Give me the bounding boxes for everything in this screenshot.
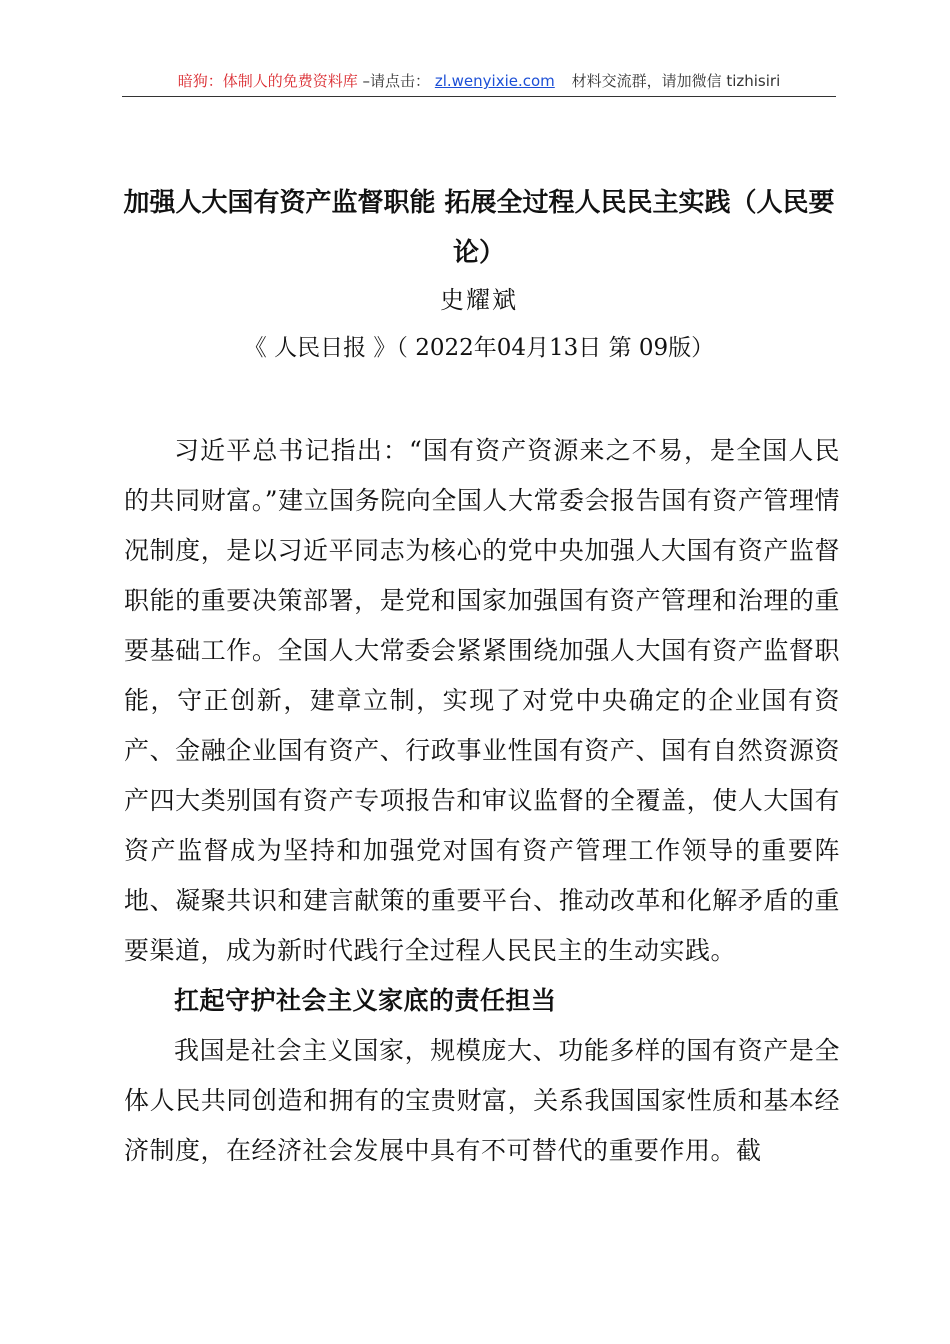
paragraph-1: 习近平总书记指出：“国有资产资源来之不易，是全国人民的共同财富。”建立国务院向全国人大常委会报告国有资产管理情况制度，是以习近平同志为核心的党中央加强人大国有资产监督职能的重要决策部署，是党和国家加强国有资产管理和治理的重要基础工作。全国人大常委会紧紧围绕加强人大国有资产监督职能，守正创新，建章立制，实现了对党中央确定的企业国有资产、金融企业国有资产、行政事业性国有资产、国有自然资源资产四大类别国有资产专项报告和审议监督的全覆盖，使人大国有资产监督成为坚持和加强党对国有资产管理工作领导的重要阵地、凝聚共识和建言献策的重要平台、推动改革和化解矛盾的重要渠道，成为新时代践行全过程人民民主的生动实践。 <box>124 436 840 965</box>
header-brand: 暗狗：体制人的免费资料库 <box>177 72 358 90</box>
section-heading: 扛起守护社会主义家底的责任担当 <box>174 986 557 1015</box>
article-body <box>124 426 840 1176</box>
article-title <box>122 178 836 278</box>
title-line-2: 论） <box>452 238 505 268</box>
header-contact: 材料交流群，请加微信 tizhisiri <box>571 72 781 90</box>
paragraph-2: 我国是社会主义国家，规模庞大、功能多样的国有资产是全体人民共同创造和拥有的宝贵财富，关系我国国家性质和基本经济制度，在经济社会发展中具有不可替代的重要作用。截 <box>124 1036 840 1165</box>
header-link[interactable]: zl.wenyixie.com <box>434 72 555 90</box>
article-source: 《 人民日报 》（ 2022年04月13日 第 09版） <box>243 335 715 361</box>
article-author: 史耀斌 <box>440 286 518 314</box>
title-line-1: 加强人大国有资产监督职能 拓展全过程人民民主实践（人民要 <box>123 188 835 218</box>
header-prompt: –请点击： <box>362 72 431 90</box>
page-header <box>122 66 836 97</box>
